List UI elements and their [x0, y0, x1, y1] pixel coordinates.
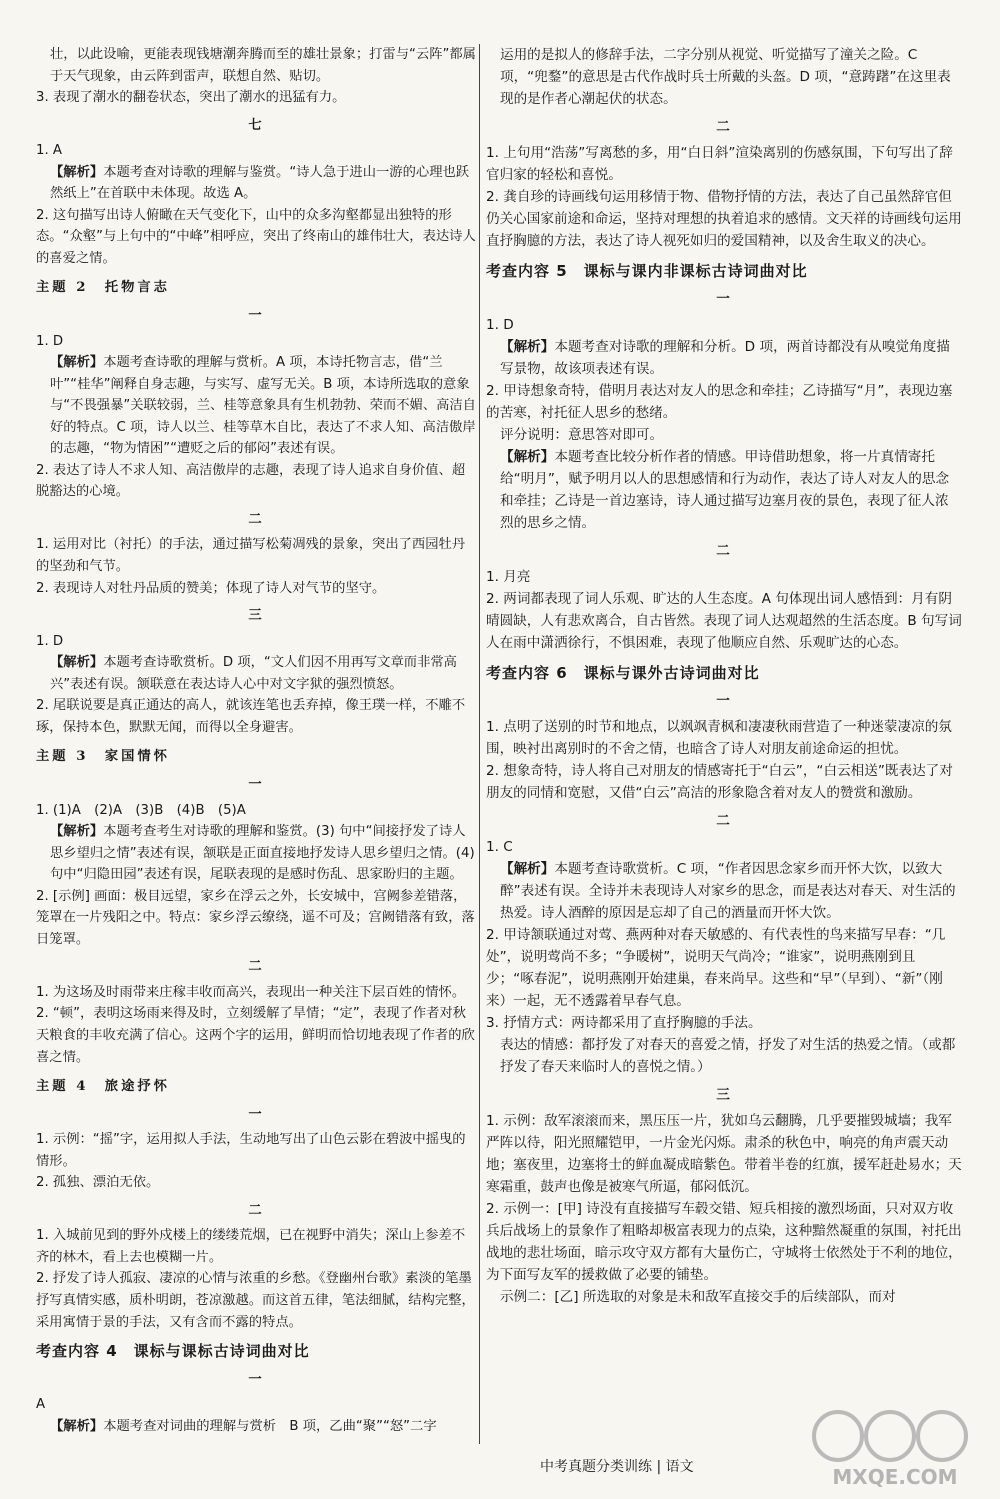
- theme-heading: 主题 3 家国情怀: [36, 749, 170, 765]
- analysis-text: 本题考查对诗歌的理解与鉴赏。“诗人急于进山一游的心理也跃然纸上”在首联中未体现。故选 A。: [50, 164, 470, 202]
- answer-item: 2. 想象奇特，诗人将自己对朋友的情感寄托于“白云”，“白云相送”既表达了对朋友的同情和宽慰，又借“白云”高洁的形象隐含着对友人的赞赏和激励。: [486, 763, 953, 801]
- text-paragraph: 运用的是拟人的修辞手法，二字分别从视觉、听觉描写了潼关之险。C 项，“兜鍪”的意思是古代作战时兵士所戴的头盔。D 项，“意踌躇”在这里表现的是作者心潮起伏的状态。: [500, 47, 951, 107]
- answer-item: 1. C: [486, 839, 513, 855]
- analysis-tag: 【解析】: [50, 824, 104, 840]
- answer-item: 1. A: [36, 143, 63, 159]
- answer-item: 1. 上句用“浩荡”写离愁的多，用“白日斜”渲染离别的伤感氛围，下句写出了辞官归家的轻松和喜悦。: [486, 145, 953, 183]
- section-number: 一: [248, 1106, 264, 1122]
- section-number: 三: [248, 608, 264, 624]
- answer-item: 1. (1)A (2)A (3)B (4)B (5)A: [36, 802, 246, 818]
- answer-item: 1. 月亮: [486, 569, 531, 585]
- text-paragraph: 壮，以此设喻，更能表现钱塘潮奔腾而至的雄壮景象；打雷与“云阵”都属于天气现象，由云阵到雷声，联想自然、贴切。: [50, 47, 476, 84]
- analysis-paragraph: [36, 162, 476, 205]
- analysis-text: 本题考查诗歌的理解与赏析。A 项，本诗托物言志，借“兰叶”“桂华”阐释自身志趣，与实写、虚写无关。B 项，本诗所选取的意象与“不畏强暴”关联较弱，兰、桂等意象具有生机勃勃、荣而不媚、高洁自好的特点。C 项，诗人以兰、桂等草木自比，表达了不求人知、高洁傲岸的志趣，“物为情困”“遭贬之后的郁闷”表述有误。: [50, 355, 476, 457]
- analysis-tag: 【解析】: [500, 339, 555, 355]
- answer-item: 2. [示例] 画面：极目远望，家乡在浮云之外，长安城中，宫阙参差错落，笼罩在一片残阳之中。特点：家乡浮云缭绕，遥不可及；宫阙错落有致，落日笼罩。: [36, 888, 475, 947]
- analysis-paragraph: [36, 652, 476, 695]
- section-number: 一: [248, 1371, 264, 1387]
- section-number: 二: [248, 1202, 264, 1218]
- answer-item: 2. 龚自珍的诗画线句运用移情于物、借物抒情的方法，表达了自己虽然辞官但仍关心国家前途和命运，坚持对理想的执着追求的感情。文天祥的诗画线句运用直抒胸臆的方法，表达了诗人视死如归的爱国精神，以及舍生取义的决心。: [486, 189, 962, 249]
- analysis-paragraph: [486, 336, 962, 380]
- text-paragraph: 示例二：[乙] 所选取的对象是未和敌军直接交手的后续部队，而对: [500, 1289, 896, 1305]
- analysis-text: 本题考查对诗歌的理解和分析。D 项，两首诗都没有从嗅觉角度描写景物，故该项表述有误。: [500, 339, 950, 377]
- answer-item: 2. 两词都表现了词人乐观、旷达的人生态度。A 句体现出词人感悟到：月有阴晴圆缺，人有悲欢离合，自古皆然。表现了词人达观超然的生活态度。B 句写词人在雨中潇洒徐行，不惧困难，表现了他顺应自然、乐观旷达的心态。: [486, 591, 962, 651]
- section-number: 一: [716, 693, 732, 709]
- section-number: 二: [716, 813, 732, 829]
- answer-item: 2. 示例一：[甲] 诗没有直接描写车毂交错、短兵相接的激烈场面，只对双方收兵后战场上的景象作了粗略却极富表现力的点染，这种黯然凝重的氛围，衬托出战地的悲壮场面，暗示攻守双方都有大量伤亡，守城将士依然处于不利的地位，为下面写友军的援救做了必要的铺垫。: [486, 1201, 962, 1283]
- section-number: 一: [716, 291, 732, 307]
- analysis-text: 本题考查考生对诗歌的理解和鉴赏。(3) 句中“间接抒发了诗人思乡望归之情”表述有误，颔联是正面直接地抒发诗人思乡望归之情。(4) 句中“归隐田园”表述有误，尾联表现的是感时伤乱、思家盼归的主题。: [50, 824, 475, 883]
- watermark-logo: [810, 1402, 980, 1492]
- column-divider: [479, 44, 480, 1444]
- svg-text:MXQE.COM: MXQE.COM: [832, 1465, 958, 1489]
- section-number: 七: [248, 117, 264, 133]
- answer-item: 1. 点明了送别的时节和地点，以飒飒青枫和凄凄秋雨营造了一种迷蒙凄凉的氛围，映衬出离别时的不舍之情，也暗含了诗人对朋友前途命运的担忧。: [486, 719, 952, 757]
- answer-item: 2. 这句描写出诗人俯瞰在天气变化下，山中的众多沟壑都显出独特的形态。“众壑”与上句中的“中峰”相呼应，突出了终南山的雄伟壮大，表达诗人的喜爱之情。: [36, 207, 476, 266]
- content-heading: 考查内容 4 课标与课标古诗词曲对比: [36, 1342, 310, 1361]
- analysis-text: 本题考查对词曲的理解与赏析 B 项，乙曲“聚”“怒”二字: [103, 1418, 437, 1434]
- analysis-tag: 【解析】: [500, 449, 555, 465]
- analysis-text: 本题考查诗歌赏析。C 项，“作者因思念家乡而开怀大饮，以致大醉”表述有误。全诗并未表现诗人对家乡的思念，而是表达对春天、对生活的热爱。诗人酒醉的原因是忘却了自己的酒量而开怀大饮。: [500, 861, 956, 921]
- left-column: [36, 44, 476, 1437]
- answer-item: 2. “顿”，表明这场雨来得及时，立刻缓解了旱情；“定”，表现了作者对秋天粮食的丰收充满了信心。这两个字的运用，鲜明而恰切地表现了作者的欣喜之情。: [36, 1006, 475, 1065]
- analysis-paragraph: [36, 1416, 476, 1438]
- answer-item: 1. 示例：“摇”字，运用拟人手法，生动地写出了山色云影在碧波中摇曳的情形。: [36, 1132, 466, 1169]
- content-heading: 考查内容 6 课标与课外古诗词曲对比: [486, 664, 760, 682]
- answer-item: 2. 表达了诗人不求人知、高洁傲岸的志趣，表现了诗人追求自身价值、超脱豁达的心境。: [36, 462, 466, 500]
- answer-item: 2. 甲诗颔联通过对莺、燕两种对春天敏感的、有代表性的鸟来描写早春：“几处”，说明莺尚不多；“争暖树”，说明天气尚冷；“谁家”，说明燕刚到且少；“啄春泥”，说明燕刚开始建巢，春来尚早。这些和“早”（早到）、“新”（刚来）一起，无不透露着早春气息。: [486, 927, 946, 1009]
- answer-item: 1. 示例：敌军滚滚而来，黑压压一片，犹如乌云翻腾，几乎要摧毁城墙；我军严阵以待，阳光照耀铠甲，一片金光闪烁。肃杀的秋色中，响亮的角声震天动地；塞夜里，边塞将士的鲜血凝成暗紫色。带着半卷的红旗，援军赶赴易水；天寒霜重，鼓声也像是被寒气所逼，郁闷低沉。: [486, 1113, 962, 1195]
- answer-item: A: [36, 1397, 46, 1413]
- answer-item: 3. 抒情方式：两诗都采用了直抒胸臆的手法。: [486, 1015, 762, 1031]
- analysis-tag: 【解析】: [50, 355, 104, 371]
- analysis-tag: 【解析】: [500, 861, 555, 877]
- answer-item: 2. 抒发了诗人孤寂、凄凉的心情与浓重的乡愁。《登幽州台歌》素淡的笔墨抒写真情实感，质朴明朗，苍凉激越。而这首五律，笔法细腻，结构完整，采用寓情于景的手法，又有含而不露的特点。: [36, 1271, 475, 1330]
- content-heading: 考查内容 5 课标与课内非课标古诗词曲对比: [486, 262, 808, 280]
- answer-item: 1. D: [36, 333, 64, 349]
- theme-heading: 主题 2 托物言志: [36, 280, 170, 296]
- analysis-text: 本题考查比较分析作者的情感。甲诗借助想象，将一片真情寄托给“明月”，赋予明月以人的思想感情和行为动作，表达了诗人对友人的思念和牵挂；乙诗是一首边塞诗，诗人通过描写边塞月夜的景色，表现了征人浓烈的思乡之情。: [500, 449, 950, 531]
- section-number: 二: [716, 543, 732, 559]
- text-paragraph: 评分说明：意思答对即可。: [500, 427, 664, 443]
- analysis-tag: 【解析】: [50, 164, 104, 180]
- analysis-tag: 【解析】: [50, 1418, 104, 1434]
- analysis-paragraph: [36, 821, 476, 886]
- section-number: 三: [716, 1087, 732, 1103]
- answer-item: 1. 为这场及时雨带来庄稼丰收而高兴，表现出一种关注下层百姓的情怀。: [36, 984, 466, 1000]
- answer-item: 3. 表现了潮水的翻卷状态，突出了潮水的迅猛有力。: [36, 90, 346, 106]
- answer-item: 1. D: [486, 317, 514, 333]
- answer-item: 1. 运用对比（衬托）的手法，通过描写松菊凋残的景象，突出了西园牡丹的坚劲和气节。: [36, 537, 466, 575]
- answer-item: 2. 尾联说要是真正通达的高人，就该连笔也丢弃掉，像王璞一样，不雕不琢，保持本色，默默无闻，而得以全身避害。: [36, 698, 466, 735]
- section-number: 一: [248, 308, 264, 324]
- answer-item: 2. 甲诗想象奇特，借明月表达对友人的思念和牵挂；乙诗描写“月”，表现边塞的苦寒，衬托征人思乡的愁绪。: [486, 383, 953, 421]
- section-number: 二: [716, 119, 732, 135]
- page-footer: 中考真题分类训练 | 语文: [540, 1459, 694, 1475]
- theme-heading: 主题 4 旅途抒怀: [36, 1079, 170, 1095]
- section-number: 一: [248, 776, 264, 792]
- analysis-tag: 【解析】: [50, 655, 104, 671]
- analysis-paragraph: [486, 446, 962, 534]
- analysis-paragraph: [36, 352, 476, 460]
- text-paragraph: 表达的情感：都抒发了对春天的喜爱之情，抒发了对生活的热爱之情。（或都抒发了春天来临时人的喜悦之情。）: [500, 1037, 956, 1075]
- answer-item: 1. D: [36, 633, 64, 649]
- answer-item: 1. 入城前见到的野外戍楼上的缕缕荒烟，已在视野中消失；深山上参差不齐的林木，看上去也模糊一片。: [36, 1228, 466, 1265]
- answer-item: 2. 孤独、漂泊无依。: [36, 1175, 160, 1191]
- analysis-paragraph: [486, 858, 962, 924]
- analysis-text: 本题考查诗歌赏析。D 项，“文人们因不用再写文章而非常高兴”表述有误。颔联意在表达诗人心中对文字狱的强烈愤怒。: [50, 655, 457, 692]
- answer-item: 2. 表现诗人对牡丹品质的赞美；体现了诗人对气节的坚守。: [36, 580, 386, 596]
- right-column: [486, 44, 962, 1308]
- section-number: 二: [248, 511, 264, 527]
- section-number: 二: [248, 959, 264, 975]
